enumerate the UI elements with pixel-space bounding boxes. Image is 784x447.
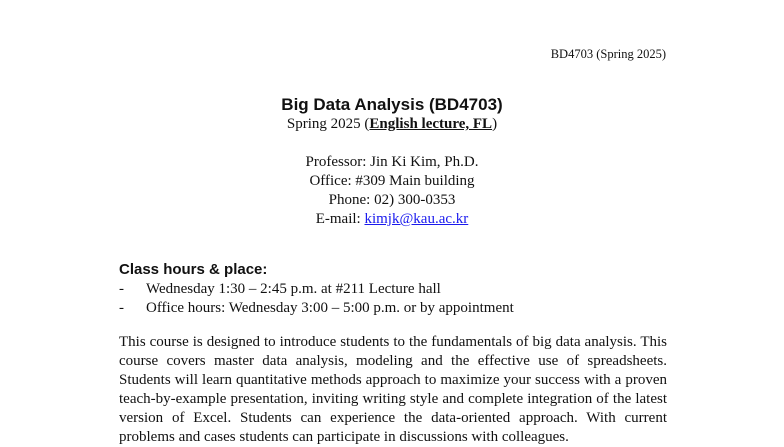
document-subtitle [0,116,784,133]
class-hours-list [119,280,514,318]
email-line [0,210,784,229]
phone-line: Phone: 02) 300-0353 [328,192,456,208]
subtitle-prefix: Spring 2025 ( [286,116,370,132]
bullet-marker: - [119,281,124,297]
email-link[interactable]: kimjk@kau.ac.kr [364,211,469,227]
class-hours-heading: Class hours & place: [119,261,268,278]
document-title: Big Data Analysis (BD4703) [281,95,503,114]
list-item [119,299,514,318]
course-description: This course is designed to introduce students to the fundamentals of big data analysis. This course covers master data analysis, modeling and the effective use of spreadsheets. Students will learn quantitative methods approach to maximize your success with a proven teach-by-example presentation, inviting writing style and complete integration of the latest version of Excel. Students can experience the data-oriented approach. With current problems and cases students can participate in discussions with colleagues. [119,334,667,445]
course-tag-header: BD4703 (Spring 2025) [550,47,666,61]
email-label: E-mail: [315,211,365,227]
bullet-marker: - [119,300,124,316]
list-item [119,280,514,299]
list-item-text: Office hours: Wednesday 3:00 – 5:00 p.m. or by appointment [146,300,514,316]
office-line: Office: #309 Main building [309,173,475,189]
professor-line: Professor: Jin Ki Kim, Ph.D. [305,154,479,170]
contact-block [0,153,784,229]
subtitle-suffix: ) [492,116,498,132]
subtitle-emphasis: English lecture, FL [369,116,493,132]
list-item-text: Wednesday 1:30 – 2:45 p.m. at #211 Lecture hall [146,281,441,297]
